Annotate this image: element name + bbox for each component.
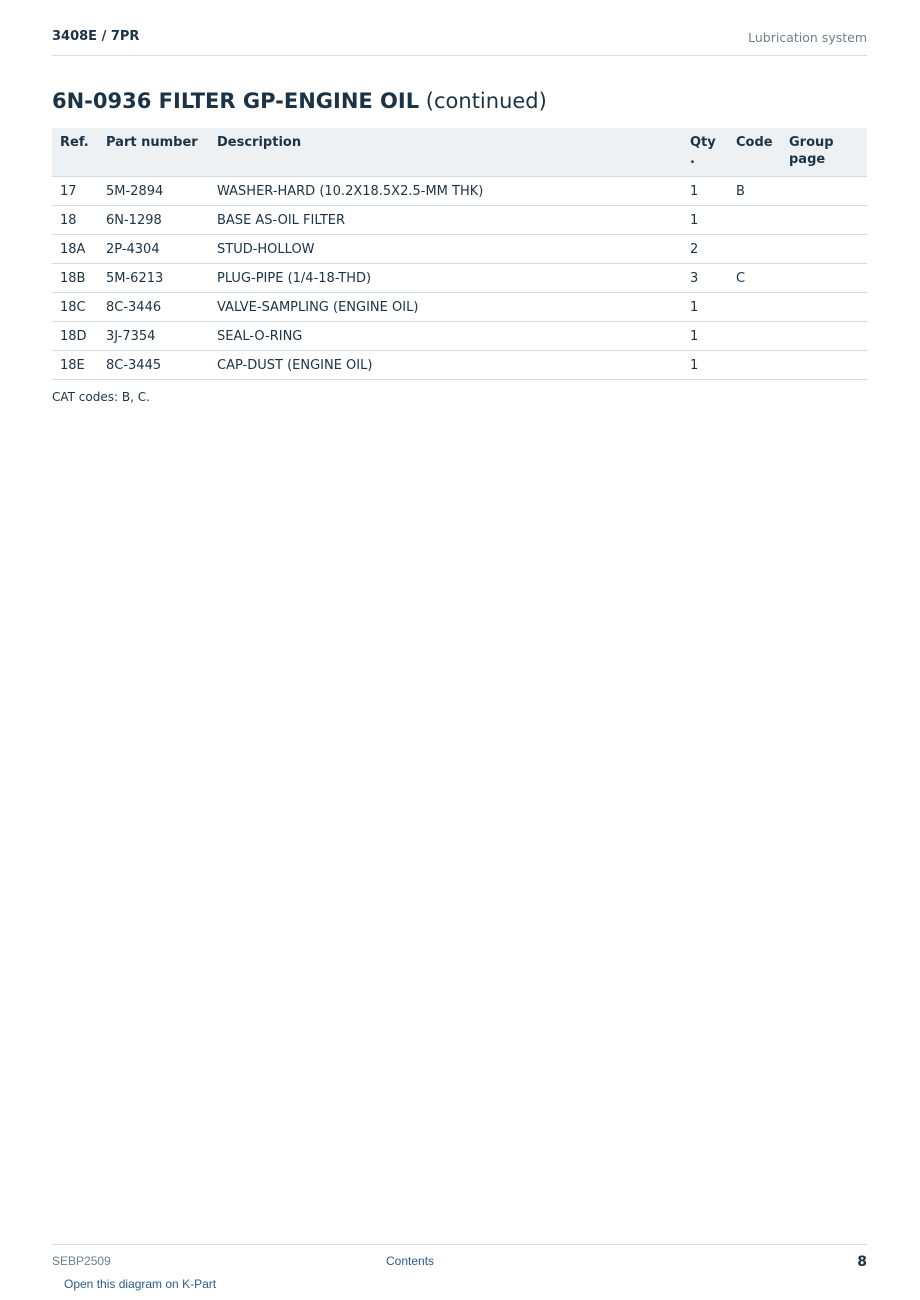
col-group-page: Group page: [781, 128, 867, 177]
cell-group-page: [781, 177, 867, 206]
page-footer: [52, 1244, 867, 1275]
cell-description: STUD-HOLLOW: [209, 235, 682, 264]
cell-group-page: [781, 322, 867, 351]
table-row: [52, 293, 867, 322]
cell-part-number: 2P-4304: [98, 235, 209, 264]
page-title: [52, 89, 547, 113]
table-row: [52, 177, 867, 206]
cell-qty: 1: [682, 293, 728, 322]
table-row: [52, 264, 867, 293]
cell-qty: 1: [682, 206, 728, 235]
table-row: [52, 206, 867, 235]
cell-description: CAP-DUST (ENGINE OIL): [209, 351, 682, 380]
cell-group-page: [781, 235, 867, 264]
cell-ref: 18B: [52, 264, 98, 293]
table-row: [52, 322, 867, 351]
cell-description: SEAL-O-RING: [209, 322, 682, 351]
cell-code: [728, 293, 781, 322]
col-description: Description: [209, 128, 682, 177]
cell-part-number: 8C-3446: [98, 293, 209, 322]
cat-codes-note: CAT codes: B, C.: [52, 390, 150, 404]
cell-ref: 18C: [52, 293, 98, 322]
parts-table: [52, 128, 867, 380]
cell-description: WASHER-HARD (10.2X18.5X2.5-MM THK): [209, 177, 682, 206]
col-part-number: Part number: [98, 128, 209, 177]
cell-group-page: [781, 351, 867, 380]
cell-code: [728, 235, 781, 264]
cell-description: VALVE-SAMPLING (ENGINE OIL): [209, 293, 682, 322]
cell-qty: 2: [682, 235, 728, 264]
section-label: Lubrication system: [748, 30, 867, 45]
cell-code: [728, 206, 781, 235]
cell-part-number: 5M-6213: [98, 264, 209, 293]
cell-ref: 18D: [52, 322, 98, 351]
contents-link[interactable]: Contents: [386, 1254, 435, 1268]
model-label: 3408E / 7PR: [52, 29, 140, 44]
cell-group-page: [781, 264, 867, 293]
table-header-row: [52, 128, 867, 177]
document-id: SEBP2509: [52, 1254, 111, 1268]
cell-code: [728, 351, 781, 380]
cell-code: B: [728, 177, 781, 206]
col-qty: Qty .: [682, 128, 728, 177]
cell-group-page: [781, 293, 867, 322]
cell-code: [728, 322, 781, 351]
cell-ref: 18A: [52, 235, 98, 264]
cell-group-page: [781, 206, 867, 235]
cell-part-number: 3J-7354: [98, 322, 209, 351]
cell-description: PLUG-PIPE (1/4-18-THD): [209, 264, 682, 293]
cell-qty: 1: [682, 351, 728, 380]
table-row: [52, 235, 867, 264]
cell-part-number: 6N-1298: [98, 206, 209, 235]
cell-code: C: [728, 264, 781, 293]
cell-qty: 1: [682, 177, 728, 206]
page-header: [52, 29, 867, 56]
title-suffix: (continued): [425, 89, 547, 113]
cell-description: BASE AS-OIL FILTER: [209, 206, 682, 235]
cell-part-number: 8C-3445: [98, 351, 209, 380]
title-main: 6N-0936 FILTER GP-ENGINE OIL: [52, 89, 420, 113]
cell-part-number: 5M-2894: [98, 177, 209, 206]
col-code: Code: [728, 128, 781, 177]
cell-qty: 1: [682, 322, 728, 351]
cell-qty: 3: [682, 264, 728, 293]
col-ref: Ref.: [52, 128, 98, 177]
cell-ref: 18: [52, 206, 98, 235]
cell-ref: 18E: [52, 351, 98, 380]
page-number: 8: [857, 1254, 867, 1270]
table-row: [52, 351, 867, 380]
kpart-diagram-link[interactable]: Open this diagram on K-Part: [64, 1277, 217, 1291]
cell-ref: 17: [52, 177, 98, 206]
